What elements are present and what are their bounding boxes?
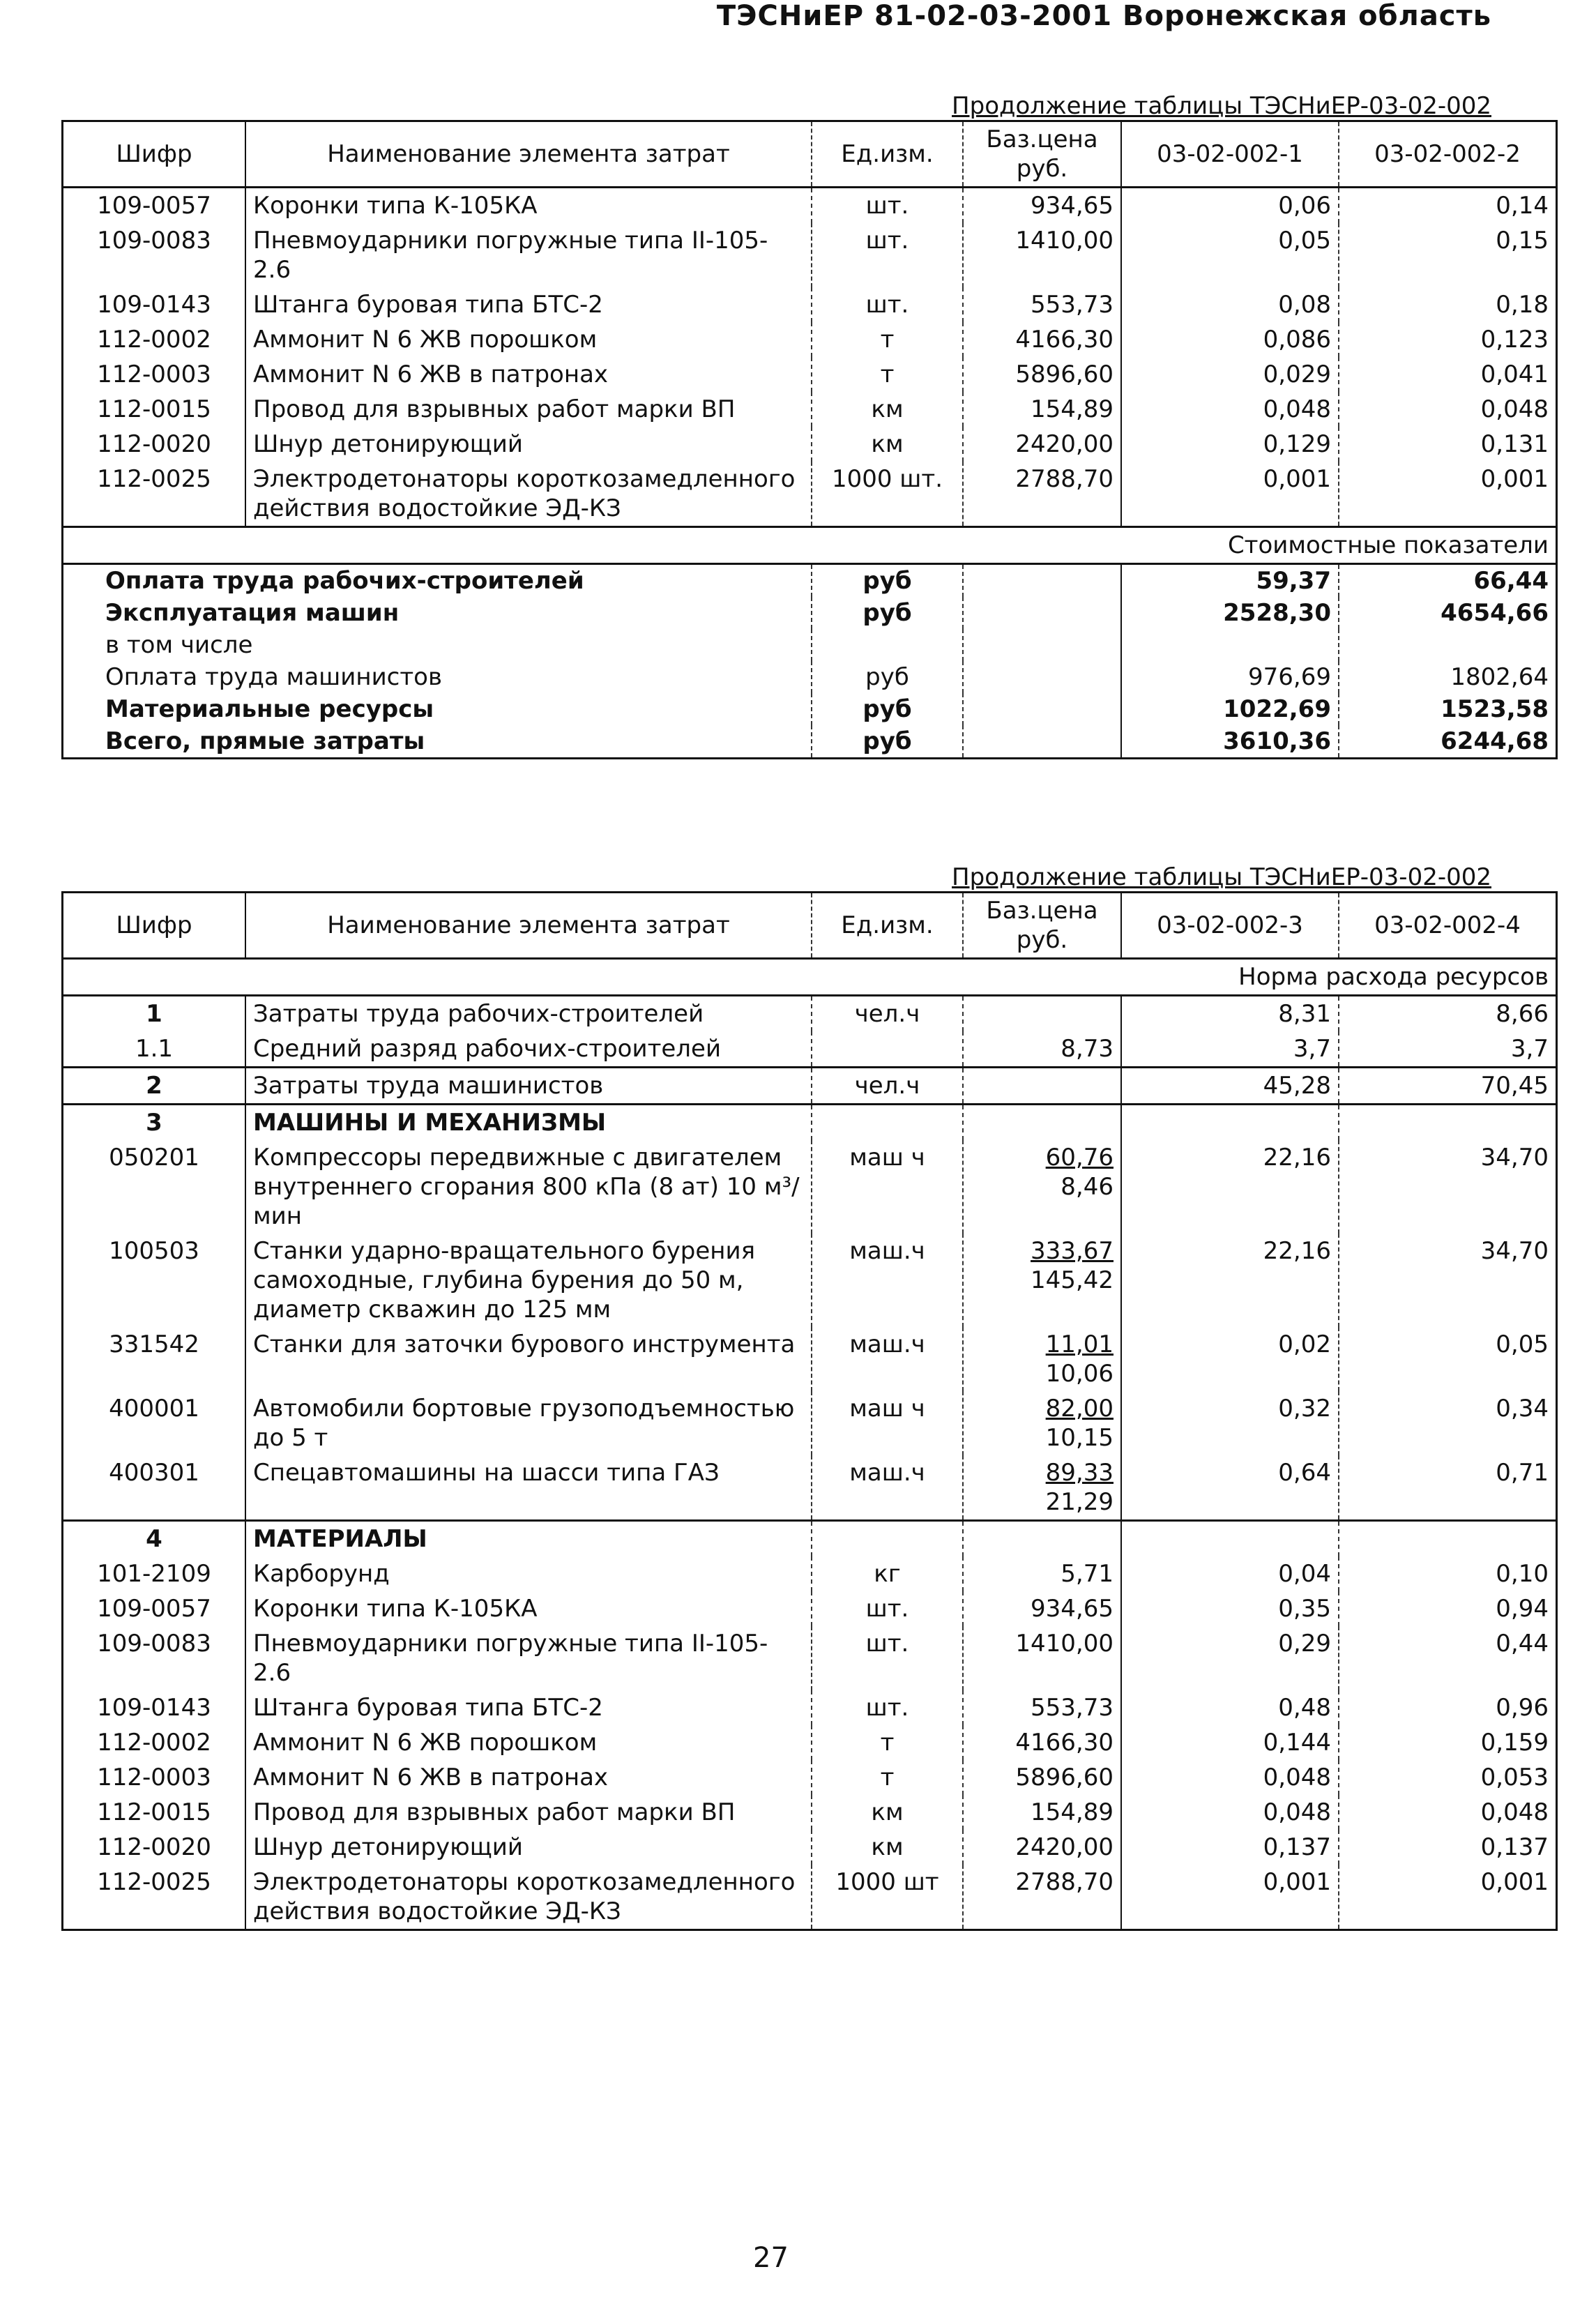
code-cell: 109-0143 [63, 1690, 246, 1725]
section-title: МАТЕРИАЛЫ [245, 1521, 812, 1557]
machine-price: 11,01 [1045, 1331, 1114, 1358]
norm-cell-1: 0,08 [1121, 287, 1339, 322]
price-cell: 5896,60 [963, 357, 1121, 392]
col-norm2-header: 03-02-002-2 [1339, 121, 1557, 188]
code-cell: 400001 [63, 1391, 246, 1455]
norm-cell-1: 0,048 [1121, 1760, 1339, 1795]
name-cell: Аммонит N 6 ЖВ порошком [245, 1725, 812, 1760]
norm-cell-1: 0,64 [1121, 1455, 1339, 1521]
norm-cell-2: 0,137 [1480, 1833, 1549, 1861]
code-cell: 112-0003 [63, 357, 246, 392]
norm-cell-2: 6244,68 [1441, 727, 1549, 755]
price-cell [963, 1140, 1121, 1234]
norm-cell-1: 0,137 [1121, 1830, 1339, 1865]
section-code: 3 [63, 1105, 246, 1141]
price-cell [963, 661, 1121, 693]
norm-cell-1: 22,16 [1121, 1140, 1339, 1234]
summary-label: в том числе [63, 629, 812, 661]
name-cell: Штанга буровая типа БТС-2 [245, 287, 812, 322]
material-row [63, 1830, 1557, 1865]
norm-cell-2: 1802,64 [1450, 663, 1549, 691]
summary-row [63, 597, 1557, 629]
price-cell [963, 1391, 1121, 1455]
price-cell: 154,89 [963, 1795, 1121, 1830]
norm-cell-2: 0,131 [1480, 430, 1549, 458]
price-cell [963, 1068, 1121, 1105]
unit-cell: шт. [812, 223, 963, 287]
name-cell: Провод для взрывных работ марки ВП [245, 392, 812, 427]
price-cell: 4166,30 [963, 1725, 1121, 1760]
unit-cell [812, 1031, 963, 1068]
price-cell [963, 629, 1121, 661]
summary-label: Оплата труда машинистов [63, 661, 812, 693]
norm-cell-2: 0,15 [1496, 227, 1549, 255]
norm-cell-1: 0,06 [1121, 188, 1339, 224]
unit-cell: маш.ч [812, 1234, 963, 1327]
norm-cell-2: 0,96 [1496, 1694, 1549, 1722]
table2-caption: Продолжение таблицы ТЭСНиЕР-03-02-002 [952, 863, 1491, 891]
unit-cell: маш ч [812, 1391, 963, 1455]
unit-cell: т [812, 1725, 963, 1760]
name-cell: Пневмоударники погружные типа II-105-2.6 [245, 1626, 812, 1690]
norm-cell-1: 0,001 [1121, 1865, 1339, 1930]
code-cell: 109-0057 [63, 1591, 246, 1626]
norm-cell-1: 0,129 [1121, 427, 1339, 462]
machine-price: 82,00 [1045, 1395, 1114, 1423]
table-row [63, 1068, 1557, 1105]
price-cell: 2420,00 [963, 427, 1121, 462]
operator-wage: 8,46 [1061, 1173, 1114, 1201]
col-name-header: Наименование элемента затрат [245, 121, 812, 188]
summary-row [63, 693, 1557, 725]
norm-cell-2: 34,70 [1480, 1144, 1549, 1172]
material-row [63, 1760, 1557, 1795]
norm-cell-1: 0,001 [1121, 462, 1339, 527]
code-cell: 112-0025 [63, 462, 246, 527]
name-cell: Средний разряд рабочих-строителей [245, 1031, 812, 1068]
name-cell: Аммонит N 6 ЖВ в патронах [245, 357, 812, 392]
norm-cell-2: 0,048 [1480, 395, 1549, 423]
cost-indicators-label: Стоимостные показатели [63, 527, 1557, 564]
col-unit-header: Ед.изм. [812, 121, 963, 188]
norm-cell-1: 1022,69 [1121, 693, 1339, 725]
machine-price: 333,67 [1031, 1237, 1114, 1265]
page-number: 27 [753, 2242, 789, 2274]
norm-cell-1: 0,05 [1121, 223, 1339, 287]
unit-cell: км [812, 427, 963, 462]
name-cell: Электродетонаторы короткозамедленного действия водостойкие ЭД-КЗ [245, 1865, 812, 1930]
unit-cell: шт. [812, 287, 963, 322]
summary-label: Материальные ресурсы [63, 693, 812, 725]
norm-cell-2: 0,001 [1480, 1868, 1549, 1896]
unit-cell: маш.ч [812, 1455, 963, 1521]
col-code-header: Шифр [63, 121, 246, 188]
code-cell: 050201 [63, 1140, 246, 1234]
price-cell: 553,73 [963, 1690, 1121, 1725]
price-cell: 934,65 [963, 188, 1121, 224]
table1-body [63, 188, 1557, 527]
code-cell: 112-0015 [63, 1795, 246, 1830]
code-cell: 112-0020 [63, 427, 246, 462]
norm-cell-2 [1339, 629, 1557, 661]
name-cell: Провод для взрывных работ марки ВП [245, 1795, 812, 1830]
norm-cell-2: 34,70 [1480, 1237, 1549, 1265]
unit-cell: шт. [812, 1591, 963, 1626]
code-cell: 109-0083 [63, 1626, 246, 1690]
table-row [63, 392, 1557, 427]
norm-cell-2: 0,001 [1480, 465, 1549, 493]
summary-row [63, 564, 1557, 598]
unit-cell: шт. [812, 188, 963, 224]
norm-cell-2: 0,053 [1480, 1764, 1549, 1791]
unit-cell: т [812, 322, 963, 357]
name-cell: Компрессоры передвижные с двигателем внутреннего сгорания 800 кПа (8 ат) 10 м³/мин [245, 1140, 812, 1234]
code-cell: 112-0025 [63, 1865, 246, 1930]
name-cell: Карборунд [245, 1556, 812, 1591]
table2-labor [63, 996, 1557, 1105]
norm-cell-1: 0,48 [1121, 1690, 1339, 1725]
machine-row [63, 1140, 1557, 1234]
name-cell: Коронки типа К-105КА [245, 188, 812, 224]
norm-cell-2: 70,45 [1339, 1068, 1557, 1105]
code-cell: 101-2109 [63, 1556, 246, 1591]
unit-cell: шт. [812, 1626, 963, 1690]
name-cell: Коронки типа К-105КА [245, 1591, 812, 1626]
norm-cell-2: 66,44 [1473, 567, 1549, 595]
norm-cell-2: 0,71 [1496, 1459, 1549, 1487]
table1-header-row [63, 121, 1557, 188]
table-row [63, 223, 1557, 287]
norm-cell-1: 0,32 [1121, 1391, 1339, 1455]
code-cell: 112-0002 [63, 322, 246, 357]
norm-cell-2: 0,10 [1496, 1560, 1549, 1588]
norm-cell-2: 0,18 [1496, 291, 1549, 319]
norm-cell-2: 4654,66 [1441, 599, 1549, 627]
name-cell: Шнур детонирующий [245, 1830, 812, 1865]
price-cell: 1410,00 [963, 1626, 1121, 1690]
norm-cell-1: 976,69 [1121, 661, 1339, 693]
norm-cell-2: 0,159 [1480, 1729, 1549, 1757]
col-price-header: Баз.цена руб. [963, 121, 1121, 188]
section-code: 4 [63, 1521, 246, 1557]
norm-cell-1: 0,086 [1121, 322, 1339, 357]
code-cell: 112-0015 [63, 392, 246, 427]
unit-cell: руб [812, 661, 963, 693]
machine-row [63, 1455, 1557, 1521]
summary-row [63, 661, 1557, 693]
norm-cell-2: 0,123 [1480, 326, 1549, 354]
unit-cell: руб [812, 597, 963, 629]
name-cell: Станки для заточки бурового инструмента [245, 1327, 812, 1391]
norm-cell-2: 0,94 [1496, 1595, 1549, 1623]
code-cell: 112-0020 [63, 1830, 246, 1865]
operator-wage: 10,06 [1045, 1360, 1114, 1388]
name-cell: Затраты труда машинистов [245, 1068, 812, 1105]
unit-cell: чел.ч [812, 996, 963, 1032]
table2-header-row [63, 893, 1557, 959]
price-cell: 2788,70 [963, 1865, 1121, 1930]
col-norm3-header: 03-02-002-3 [1121, 893, 1339, 959]
unit-cell: км [812, 1795, 963, 1830]
norm-cell-1: 0,029 [1121, 357, 1339, 392]
table-row [63, 1031, 1557, 1068]
col-name-header: Наименование элемента затрат [245, 893, 812, 959]
material-row [63, 1556, 1557, 1591]
table-row [63, 357, 1557, 392]
table1-caption: Продолжение таблицы ТЭСНиЕР-03-02-002 [952, 92, 1491, 120]
table-row [63, 427, 1557, 462]
unit-cell: руб [812, 564, 963, 598]
summary-row [63, 725, 1557, 759]
materials-list [63, 1556, 1557, 1930]
materials-section-row [63, 1521, 1557, 1557]
price-cell [963, 725, 1121, 759]
price-cell [963, 1455, 1121, 1521]
norm-cell-2: 3,7 [1510, 1035, 1549, 1063]
table2 [61, 891, 1558, 1931]
norm-cell-2: 0,041 [1480, 361, 1549, 388]
unit-cell: 1000 шт. [812, 462, 963, 527]
norm-cell-1: 0,29 [1121, 1626, 1339, 1690]
machine-row [63, 1391, 1557, 1455]
name-cell: Штанга буровая типа БТС-2 [245, 1690, 812, 1725]
unit-cell: т [812, 357, 963, 392]
price-cell: 553,73 [963, 287, 1121, 322]
unit-cell: маш ч [812, 1140, 963, 1234]
norm-cell-2: 1523,58 [1441, 695, 1549, 723]
table2-machines [63, 1105, 1557, 1141]
code-cell: 2 [63, 1068, 246, 1105]
price-cell [963, 1327, 1121, 1391]
code-cell: 109-0083 [63, 223, 246, 287]
name-cell: Автомобили бортовые грузоподъемностью до 5 т [245, 1391, 812, 1455]
machines-section-row [63, 1105, 1557, 1141]
summary-row [63, 629, 1557, 661]
unit-cell: чел.ч [812, 1068, 963, 1105]
norm-cell-1: 45,28 [1121, 1068, 1339, 1105]
price-cell [963, 597, 1121, 629]
norm-cell-2: 8,66 [1339, 996, 1557, 1032]
unit-cell: руб [812, 693, 963, 725]
price-cell: 154,89 [963, 392, 1121, 427]
summary-label: Оплата труда рабочих-строителей [63, 564, 812, 598]
code-cell: 100503 [63, 1234, 246, 1327]
table1-indicators [63, 527, 1557, 564]
operator-wage: 10,15 [1045, 1424, 1114, 1452]
table2-materials [63, 1521, 1557, 1557]
material-row [63, 1725, 1557, 1760]
table1 [61, 120, 1558, 759]
code-cell: 400301 [63, 1455, 246, 1521]
summary-label: Эксплуатация машин [63, 597, 812, 629]
price-cell: 1410,00 [963, 223, 1121, 287]
norm-cell-2: 0,34 [1496, 1395, 1549, 1423]
name-cell: Станки ударно-вращательного бурения самоходные, глубина бурения до 50 м, диаметр скважин до 125 мм [245, 1234, 812, 1327]
norm-cell-2: 0,14 [1496, 192, 1549, 220]
unit-cell: руб [812, 725, 963, 759]
table-row [63, 462, 1557, 527]
summary-label: Всего, прямые затраты [63, 725, 812, 759]
machine-price: 60,76 [1045, 1144, 1114, 1172]
price-cell [963, 693, 1121, 725]
operator-wage: 21,29 [1045, 1488, 1114, 1516]
norm-cell-1: 0,02 [1121, 1327, 1339, 1391]
col-price-header: Баз.цена руб. [963, 893, 1121, 959]
col-unit-header: Ед.изм. [812, 893, 963, 959]
name-cell: Затраты труда рабочих-строителей [245, 996, 812, 1032]
code-cell: 1.1 [63, 1031, 246, 1068]
machine-row [63, 1327, 1557, 1391]
table-row [63, 287, 1557, 322]
code-cell: 112-0002 [63, 1725, 246, 1760]
norm-label-row [63, 959, 1557, 996]
norm-cell-1: 3,7 [1121, 1031, 1339, 1068]
unit-cell: 1000 шт [812, 1865, 963, 1930]
unit-cell: т [812, 1760, 963, 1795]
name-cell: Аммонит N 6 ЖВ порошком [245, 322, 812, 357]
norm-cell-1: 0,048 [1121, 1795, 1339, 1830]
price-cell: 2788,70 [963, 462, 1121, 527]
table-row [63, 188, 1557, 224]
price-cell [963, 1234, 1121, 1327]
code-cell: 112-0003 [63, 1760, 246, 1795]
material-row [63, 1591, 1557, 1626]
name-cell: Электродетонаторы короткозамедленного действия водостойкие ЭД-КЗ [245, 462, 812, 527]
name-cell: Шнур детонирующий [245, 427, 812, 462]
col-norm4-header: 03-02-002-4 [1339, 893, 1557, 959]
operator-wage: 145,42 [1031, 1266, 1114, 1294]
document-header: ТЭСНиЕР 81-02-03-2001 Воронежская область [716, 0, 1491, 32]
norm-cell-2: 0,44 [1496, 1630, 1549, 1658]
unit-cell: маш.ч [812, 1327, 963, 1391]
machine-price: 89,33 [1045, 1459, 1114, 1487]
machine-row [63, 1234, 1557, 1327]
price-cell: 2420,00 [963, 1830, 1121, 1865]
material-row [63, 1626, 1557, 1690]
code-cell: 109-0143 [63, 287, 246, 322]
name-cell: Пневмоударники погружные типа II-105-2.6 [245, 223, 812, 287]
table-row [63, 996, 1557, 1032]
section-title: МАШИНЫ И МЕХАНИЗМЫ [245, 1105, 812, 1141]
material-row [63, 1690, 1557, 1725]
code-cell: 109-0057 [63, 188, 246, 224]
price-cell [963, 564, 1121, 598]
norm-cell-1: 3610,36 [1121, 725, 1339, 759]
norm-cell-2: 0,05 [1496, 1331, 1549, 1358]
code-cell: 331542 [63, 1327, 246, 1391]
norm-cell-1: 0,144 [1121, 1725, 1339, 1760]
unit-cell: км [812, 1830, 963, 1865]
norm-cell-1: 0,35 [1121, 1591, 1339, 1626]
norm-cell-1: 2528,30 [1121, 597, 1339, 629]
col-norm1-header: 03-02-002-1 [1121, 121, 1339, 188]
machines-list [63, 1140, 1557, 1521]
name-cell: Спецавтомашины на шасси типа ГАЗ [245, 1455, 812, 1521]
price-cell: 4166,30 [963, 322, 1121, 357]
norm-cell-1: 0,04 [1121, 1556, 1339, 1591]
norm-cell-1: 22,16 [1121, 1234, 1339, 1327]
norm-cell-1: 0,048 [1121, 392, 1339, 427]
unit-cell: шт. [812, 1690, 963, 1725]
name-cell: Аммонит N 6 ЖВ в патронах [245, 1760, 812, 1795]
norm-cell-2: 0,048 [1480, 1798, 1549, 1826]
price-cell: 5896,60 [963, 1760, 1121, 1795]
norm-cell-1: 59,37 [1121, 564, 1339, 598]
material-row [63, 1795, 1557, 1830]
unit-cell: кг [812, 1556, 963, 1591]
price-cell: 934,65 [963, 1591, 1121, 1626]
resource-norm-label: Норма расхода ресурсов [63, 959, 1557, 996]
unit-cell: км [812, 392, 963, 427]
price-cell [963, 996, 1121, 1032]
table-row [63, 322, 1557, 357]
table1-summary [63, 564, 1557, 759]
material-row [63, 1865, 1557, 1930]
norm-cell-1: 8,31 [1121, 996, 1339, 1032]
indicator-label-row [63, 527, 1557, 564]
col-code-header: Шифр [63, 893, 246, 959]
price-cell: 8,73 [963, 1031, 1121, 1068]
code-cell: 1 [63, 996, 246, 1032]
price-cell: 5,71 [963, 1556, 1121, 1591]
unit-cell [812, 629, 963, 661]
norm-cell-1 [1121, 629, 1339, 661]
